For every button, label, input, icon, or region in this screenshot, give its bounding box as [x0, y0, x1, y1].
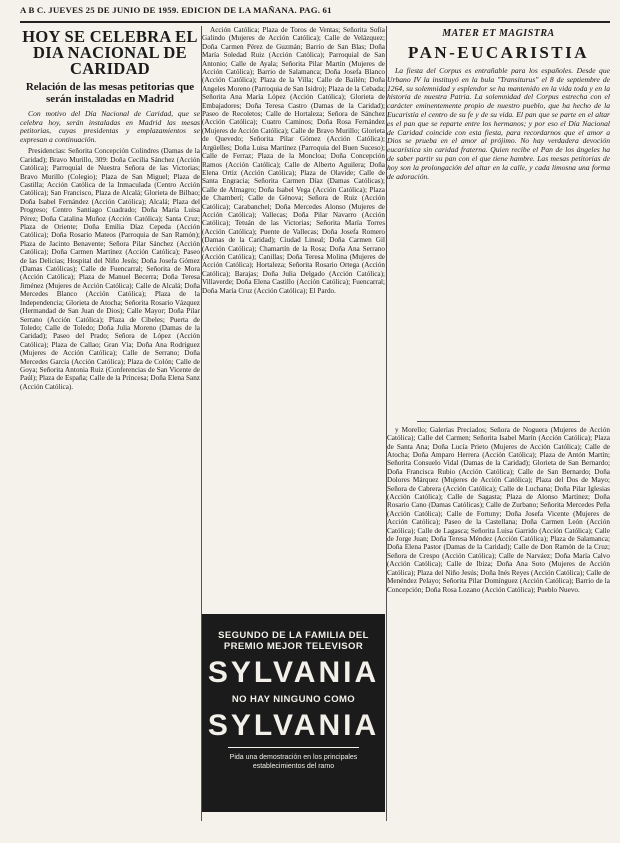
advert-brand-logo: SYLVANIA	[207, 656, 380, 689]
article-deck: Relación de las mesas petitorias que serán instaladas en Madrid	[25, 81, 195, 105]
article-body: Presidencias: Señorita Concepción Colindres (Damas de la Caridad); Bravo Murillo, 309: Doña Cecilia Sánchez (Acción Católica); Parroquial de Nuestra Señora de las Victorias; Bravo Murillo (Colegio); Plaza de San Miguel; Plaza de Castilla; Acción Católica de la Inmaculada (Centro Acción Católica); San Francisco, Plaza de Alcalá; Glorieta de Bilbao; Doña Isabel Fernández (Acción Católica); Alcalá; Plaza del Progreso; Centro Santiago Cuadrado; Doña María Luisa Pérez; Doña Catalina Muñoz (Acción Católica); Santa Cruz; Plaza de Oriente; Doña Emilia Díaz Cepeda (Acción Católica); Doña Rosario Mateos (Parroquia de San Ramón); Plaza de Jacinto Benavente; Señora Pilar Sánchez (Acción Católica); Doña Carmen Martínez (Acción Católica); Paseo de las Delicias; Hospital del Niño Jesús; Doña Josefa Gómez (Damas Católicas); Calle de Fuencarral; Señorita de Mora (Acción Católica); Plaza de Manuel Becerra; Doña Teresa Jiménez (Mujeres de Acción Católica); Calle de Alcalá; Doña Mercedes Blanco (Acción Católica); Plaza de la Independencia; Glorieta de Atocha; Señorita Rosario Vázquez (Hermandad de San Juan de Dios); Calle Mayor; Doña Pilar Serrano (Acción Católica); Plaza de Cibeles; Puerta de Toledo; Calle de Toledo; Doña Julia Moreno (Damas de la Caridad); Paseo del Prado; Señora de López (Acción Católica); Plaza de Callao; Gran Vía; Doña Ana Rodríguez (Mujeres de Acción Católica); Calle de Serrano; Doña Mercedes García (Acción Católica); Plaza de Colón; Calle de Goya; Señorita Antonia Ruiz (Conferencias de San Vicente de Paúl); Plaza de España; Calle de la Princesa; Doña Elena Sanz (Acción Católica).	[20, 147, 200, 391]
article-body-continued: Acción Católica; Plaza de Toros de Ventas; Señorita Sofía Galindo (Mujeres de Acción Católica); Calle de Velázquez; Doña Carmen Pérez de Guzmán; Barrio de San Blas; Doña María Soledad Ruiz (Acción Católica); Parroquial de San Antonio; Calle de Ayala; Señorita Pilar Martín (Mujeres de Acción Católica); Barrio de Salamanca; Doña Josefa Blanco (Acción Católica); Plaza de la Villa; Calle de Bailén; Doña Angeles Moreno (Parroquia de San Isidro); Plaza de la Cebada; Señorita Ana María López (Acción Católica); Glorieta de Embajadores; Doña Teresa Castro (Damas de la Caridad); Paseo de Recoletos; Calle de Hortaleza; Señora de Sánchez (Acción Católica); Cuatro Caminos; Doña Rosa Fernández (Mujeres de Acción Católica); Calle de Bravo Murillo; Glorieta de Quevedo; Señorita Pilar Gómez (Acción Católica); Argüelles; Doña Luisa Martínez (Parroquia del Buen Suceso); Calle de Ferraz; Plaza de la Moncloa; Doña Concepción Ramos (Acción Católica); Calle de Alberto Aguilera; Doña Elena Ortiz (Acción Católica); Plaza de Olavide; Calle de Santa Engracia; Señorita Carmen Díaz (Damas Católicas); Calle de Almagro; Doña Isabel Vega (Acción Católica); Plaza de Chamberí; Calle de Génova; Señora de Ruiz (Acción Católica); Carabanchel; Doña Mercedes Alonso (Mujeres de Acción Católica); Vallecas; Doña Pilar Navarro (Acción Católica); Tetuán de las Victorias; Señorita María Torres (Acción Católica); Puente de Vallecas; Doña Josefa Romero (Damas de la Caridad); Ciudad Lineal; Doña Carmen Gil (Acción Católica); Chamartín de la Rosa; Doña Ana Serrano (Acción Católica); Canillas; Doña Teresa Molina (Mujeres de Acción Católica); Hortaleza; Señorita Rosario Ortega (Acción Católica); Barajas; Doña Julia Delgado (Acción Católica); Villaverde; Doña Elena Castillo (Acción Católica); Fuencarral; Doña María Cruz (Acción Católica); El Pardo.	[202, 26, 385, 295]
advert-tagline: SEGUNDO DE LA FAMILIA DEL PREMIO MEJOR TELEVISOR	[218, 630, 369, 652]
advert-brand-logo: SYLVANIA	[207, 709, 380, 742]
advert-rule	[228, 747, 359, 748]
article-body-continued: y Morello; Galerías Preciados; Señora de Noguera (Mujeres de Acción Católica); Calle del Carmen; Señorita Isabel Marín (Acción Católica); Plaza de Santa Ana; Doña Lucía Prieto (Mujeres de Acción Católica); Calle de Atocha; Doña Amparo Herrera (Acción Católica); Plaza de Antón Martín; Señorita Consuelo Vidal (Damas de la Caridad); Glorieta de San Bernardo; Doña Francisca Rubio (Acción Católica); Calle de San Bernardo; Doña Dolores Márquez (Mujeres de Acción Católica); Plaza del Dos de Mayo; Señora de Cabrera (Acción Católica); Calle de Luchana; Doña Pilar Iglesias (Acción Católica); Calle de Sagasta; Plaza de Alonso Martínez; Doña Rosario Cano (Damas Católicas); Calle de Zurbano; Señorita Mercedes Peña (Acción Católica); Calle de Fortuny; Doña Josefa Vicente (Mujeres de Acción Católica); Paseo de la Castellana; Doña Carmen León (Acción Católica); Calle de Lagasca; Señorita Luisa Garrido (Acción Católica); Calle de Jorge Juan; Doña Teresa Méndez (Acción Católica); Plaza de Salamanca; Doña Elena Pastor (Damas de la Caridad); Calle de Don Ramón de la Cruz; Señora de Crespo (Acción Católica); Calle de Narváez; Doña María Calvo (Acción Católica); Calle de Ibiza; Doña Ana Soto (Mujeres de Acción Católica); Plaza del Niño Jesús; Doña Inés Reyes (Acción Católica); Calle de Menéndez Pelayo; Señorita Pilar Domínguez (Acción Católica); Barrio de la Concepción; Doña Rosa Lozano (Acción Católica); Pueblo Nuevo.	[387, 425, 610, 594]
sylvania-advertisement	[202, 614, 385, 812]
masthead-rule	[20, 21, 610, 23]
page-masthead: A B C. JUEVES 25 DE JUNIO DE 1959. EDICION DE LA MAÑANA. PAG. 61	[20, 5, 332, 15]
advert-footer: Pida una demostración en los principales establecimientos del ramo	[229, 754, 358, 770]
column-left	[20, 26, 200, 821]
article-headline: HOY SE CELEBRA EL DIA NACIONAL DE CARIDAD	[22, 27, 198, 78]
article-lead: Con motivo del Día Nacional de Caridad, que se celebra hoy, serán instaladas en Madrid las mesas petitorias, cuyas presidentas y emplazamientos se expresan a continuación.	[20, 109, 200, 144]
section-rule	[417, 421, 580, 422]
column-middle	[202, 26, 385, 604]
section-kicker: MATER ET MAGISTRA	[442, 28, 555, 39]
advert-slogan: NO HAY NINGUNO COMO	[231, 694, 356, 705]
editorial-body: La fiesta del Corpus es entrañable para los españoles. Desde que Urbano IV la instituyó en la bula "Transiturus" el 8 de septiembre de 1264, su solemnidad y esplendor se ha mantenido en la vida toda y en la historia de nuestra Patria. La solemnidad del Corpus estrecha con el carácter eminentemente propio de nuestro pueblo, que ha hecho de la Eucaristía el centro de su fe y de su vida. El pan que se parte en el altar es el pan que se reparte entre los hermanos; y por eso el Día Nacional de Caridad coincide con esta fiesta, para recordarnos que el amor a Dios se prueba en el amor al prójimo. No hay verdadera devoción eucarística sin caridad fraterna. Quien recibe el Pan de los ángeles ha de saber partir su pan con el que tiene hambre. Las mesas petitorias de hoy son la prolongación del altar en la calle, y cada limosna una forma de adoración.	[387, 67, 610, 181]
editorial-title: PAN-EUCARISTIA	[407, 43, 590, 62]
column-right	[387, 26, 610, 821]
